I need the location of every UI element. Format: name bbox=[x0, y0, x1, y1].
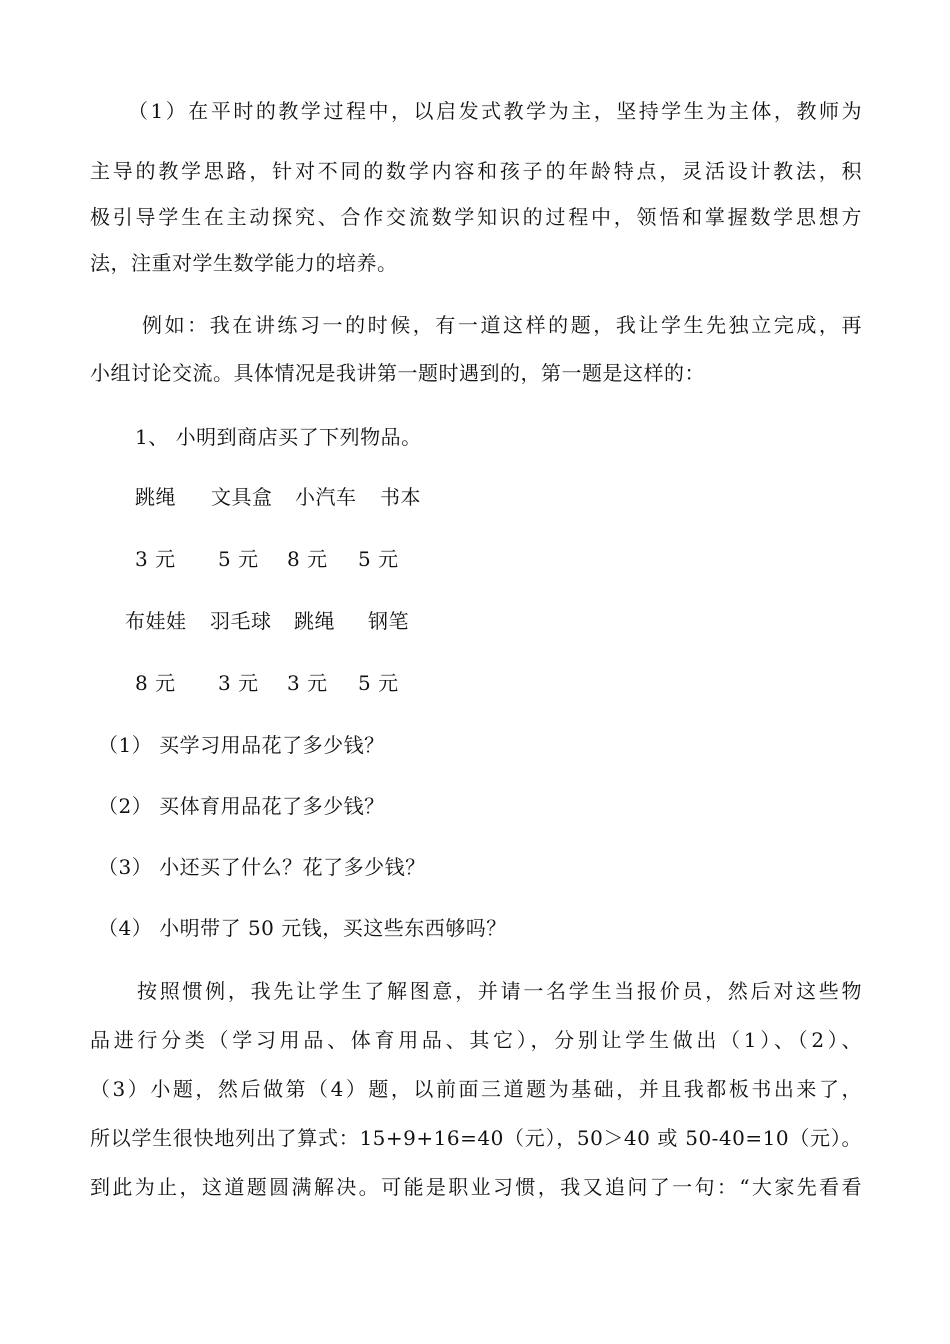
paragraph1-line2: 主导的教学思路，针对不同的数学内容和孩子的年龄特点，灵活设计教法，积 bbox=[90, 159, 862, 183]
paragraph1-line1: （1）在平时的教学过程中，以启发式教学为主，坚持学生为主体，教师为 bbox=[128, 99, 862, 123]
item-row2-4: 钢笔 bbox=[368, 609, 409, 633]
item-row2-1: 布娃娃 bbox=[125, 609, 187, 633]
price-row2-4: 5 元 bbox=[358, 671, 399, 695]
item-row2-2: 羽毛球 bbox=[210, 609, 272, 633]
question-1: （1） 买学习用品花了多少钱？ bbox=[98, 733, 385, 757]
paragraph2-line2: 小组讨论交流。具体情况是我讲第一题时遇到的，第一题是这样的： bbox=[90, 361, 705, 385]
paragraph1-line3: 极引导学生在主动探究、合作交流数学知识的过程中，领悟和掌握数学思想方 bbox=[90, 205, 862, 229]
paragraph1-line4: 法，注重对学生数学能力的培养。 bbox=[90, 251, 398, 275]
item-row1-3: 小汽车 bbox=[295, 485, 357, 509]
problem-title: 1、 小明到商店买了下列物品。 bbox=[135, 425, 422, 449]
question-2: （2） 买体育用品花了多少钱？ bbox=[98, 794, 385, 818]
paragraph3-line2: 品进行分类（学习用品、体育用品、其它），分别让学生做出（1）、（2）、 bbox=[90, 1028, 862, 1052]
question-3: （3） 小还买了什么？花了多少钱？ bbox=[98, 855, 426, 879]
paragraph3-line3: （3）小题，然后做第（4）题，以前面三道题为基础，并且我都板书出来了， bbox=[90, 1077, 862, 1101]
price-row2-2: 3 元 bbox=[218, 671, 259, 695]
price-row1-4: 5 元 bbox=[358, 547, 399, 571]
paragraph3-line5: 到此为止，这道题圆满解决。可能是职业习惯，我又追问了一句：“大家先看看 bbox=[90, 1175, 862, 1199]
price-row1-3: 8 元 bbox=[287, 547, 328, 571]
paragraph2-line1: 例如：我在讲练习一的时候，有一道这样的题，我让学生先独立完成，再 bbox=[142, 313, 862, 337]
item-row1-4: 书本 bbox=[380, 485, 421, 509]
item-row1-2: 文具盒 bbox=[211, 485, 273, 509]
item-row2-3: 跳绳 bbox=[294, 609, 335, 633]
item-row1-1: 跳绳 bbox=[135, 485, 176, 509]
price-row1-2: 5 元 bbox=[218, 547, 259, 571]
paragraph3-line1: 按照惯例，我先让学生了解图意，并请一名学生当报价员，然后对这些物 bbox=[137, 979, 862, 1003]
paragraph3-line4: 所以学生很快地列出了算式：15+9+16=40（元），50＞40 或 50-40=10（元）。 bbox=[90, 1126, 862, 1150]
price-row2-3: 3 元 bbox=[287, 671, 328, 695]
price-row1-1: 3 元 bbox=[135, 547, 176, 571]
question-4: （4） 小明带了 50 元钱，买这些东西够吗？ bbox=[98, 916, 507, 940]
price-row2-1: 8 元 bbox=[135, 671, 176, 695]
